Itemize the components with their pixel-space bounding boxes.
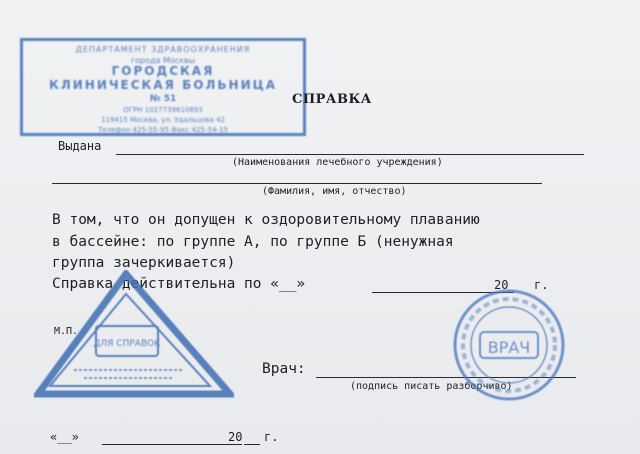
institution-line: [116, 154, 584, 155]
date-g: г.: [264, 430, 279, 444]
issued-label: Выдана: [58, 139, 102, 153]
triangle-stamp: [34, 270, 234, 398]
seal-place-label: М.П.: [54, 326, 79, 337]
institution-hint: (Наименования лечебного учреждения): [232, 157, 443, 168]
triangle-stamp-text: ДЛЯ СПРАВОК: [93, 339, 161, 349]
round-stamp-text: ВРАЧ: [487, 338, 531, 357]
validity-g: г.: [534, 278, 549, 292]
stamp-line: Телефон 425-55-95 Факс 425-54-15: [98, 126, 228, 134]
stamp-line: ДЕПАРТАМЕНТ ЗДРАВООХРАНЕНИЯ: [75, 45, 251, 54]
validity-year: 20: [494, 278, 509, 292]
stamp-line: города Москвы: [130, 56, 196, 65]
stamp-line: 119415 Москва, ул. Удальцова 42: [101, 116, 225, 124]
name-hint: (Фамилия, имя, отчество): [262, 186, 407, 197]
body-line-1: В том, что он допущен к оздоровительному плаванию: [52, 212, 480, 228]
name-line: [52, 183, 542, 184]
stamp-line: № 51: [149, 94, 177, 104]
doctor-hint: (подпись писать разборчиво): [350, 381, 513, 392]
doctor-label: Врач:: [262, 361, 306, 377]
stamp-line: ГОРОДСКАЯ: [111, 64, 215, 78]
stamp-line: КЛИНИЧЕСКАЯ БОЛЬНИЦА: [48, 78, 278, 92]
date-year-line: [244, 444, 260, 445]
institution-stamp: [20, 38, 306, 136]
date-prefix: «__»: [50, 430, 79, 444]
body-line-3: группа зачеркивается): [52, 255, 236, 271]
date-year: 20: [228, 430, 243, 444]
round-doctor-stamp: [452, 288, 566, 402]
validity-label: Справка действительна по «__»: [52, 276, 306, 292]
document-title: СПРАВКА: [292, 92, 372, 107]
stamp-line: ОГРН 1027739610893: [123, 106, 203, 114]
body-line-2: в бассейне: по группе А, по группе Б (ненужная: [52, 234, 454, 250]
date-line: [102, 444, 242, 445]
